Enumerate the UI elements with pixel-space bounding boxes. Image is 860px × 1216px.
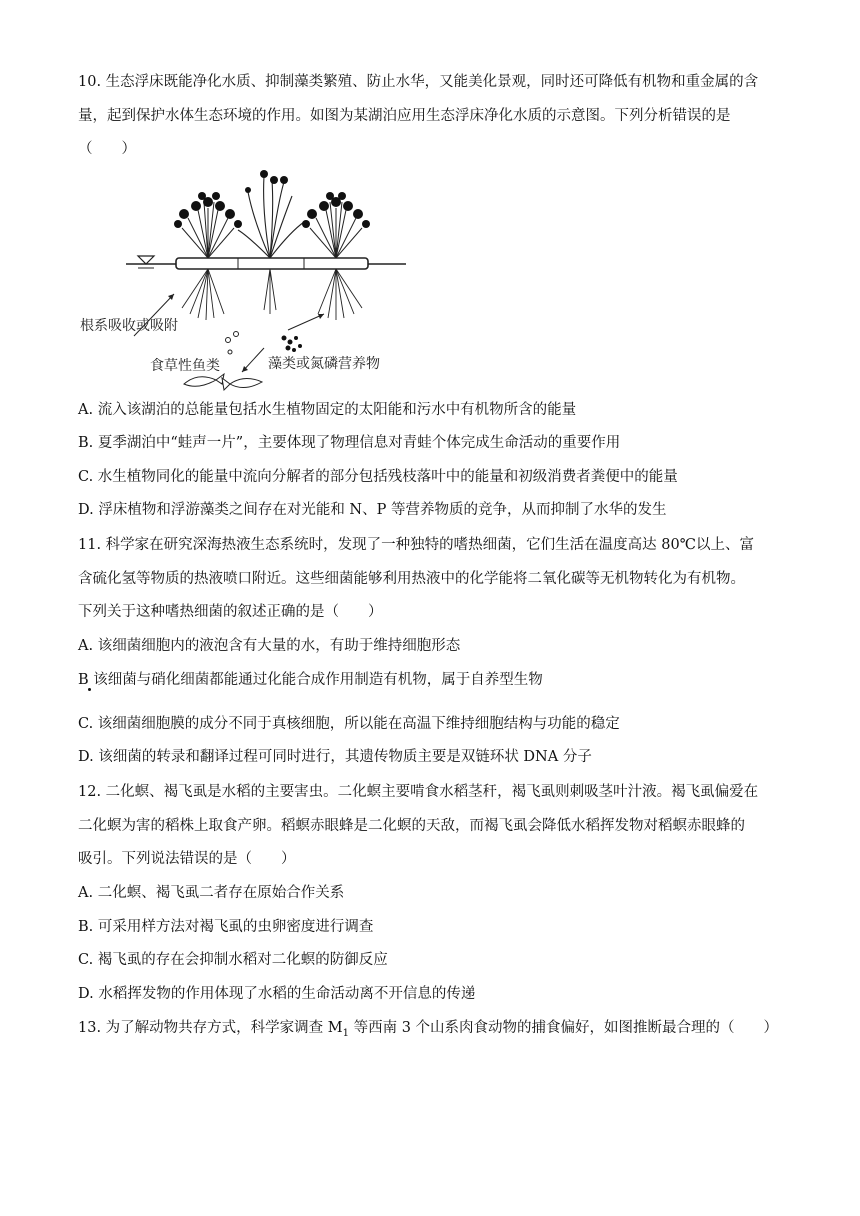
q12-stem-line3: 吸引。下列说法错误的是（ ） — [78, 851, 296, 867]
label-herbivorous-fish: 食草性鱼类 — [150, 358, 220, 374]
q12-stem-line1: 12. 二化螟、褐飞虱是水稻的主要害虫。二化螟主要啃食水稻茎秆，褐飞虱则刺吸茎叶汁液。褐飞虱偏爱在 — [78, 784, 759, 800]
stray-dot — [88, 688, 91, 691]
q10-option-c: C. 水生植物同化的能量中流向分解者的部分包括残枝落叶中的能量和初级消费者粪便中的能量 — [78, 469, 678, 485]
q12-option-c: C. 褐飞虱的存在会抑制水稻对二化螟的防御反应 — [78, 952, 388, 968]
q10-stem-line1: 10. 生态浮床既能净化水质、抑制藻类繁殖、防止水华，又能美化景观，同时还可降低有机物和重金属的含 — [78, 74, 759, 90]
q13-subscript: 1 — [342, 1027, 349, 1039]
q12-option-a: A. 二化螟、褐飞虱二者存在原始合作关系 — [78, 885, 345, 901]
q11-option-a: A. 该细菌细胞内的液泡含有大量的水，有助于维持细胞形态 — [78, 638, 461, 654]
q13-stem-post: 等西南 3 个山系肉食动物的捕食偏好，如图推断最合理的（ ） — [349, 1020, 779, 1036]
q11-stem-line2: 含硫化氢等物质的热液喷口附近。这些细菌能够利用热液中的化学能将二氧化碳等无机物转化为有机物。 — [78, 571, 745, 587]
floating-bed-figure — [78, 162, 418, 392]
q11-option-b: B 该细菌与硝化细菌都能通过化能合成作用制造有机物，属于自养型生物 — [78, 672, 543, 688]
q12-stem-line2: 二化螟为害的稻株上取食产卵。稻螟赤眼蜂是二化螟的天敌，而褐飞虱会降低水稻挥发物对稻螟赤眼蜂的 — [78, 818, 745, 834]
q11-option-d: D. 该细菌的转录和翻译过程可同时进行，其遗传物质主要是双链环状 DNA 分子 — [78, 749, 592, 765]
q10-option-a: A. 流入该湖泊的总能量包括水生植物固定的太阳能和污水中有机物所含的能量 — [78, 402, 577, 418]
q12-option-d: D. 水稻挥发物的作用体现了水稻的生命活动离不开信息的传递 — [78, 986, 476, 1002]
q12-option-b: B. 可采用样方法对褐飞虱的虫卵密度进行调查 — [78, 919, 374, 935]
label-roots: 根系吸收或吸附 — [80, 318, 178, 334]
q10-option-b: B. 夏季湖泊中“蛙声一片”，主要体现了物理信息对青蛙个体完成生命活动的重要作用 — [78, 435, 621, 451]
q11-stem-line3: 下列关于这种嗜热细菌的叙述正确的是（ ） — [78, 604, 383, 620]
q10-stem-line2: 量，起到保护水体生态环境的作用。如图为某湖泊应用生态浮床净化水质的示意图。下列分析错误的是 — [78, 108, 731, 124]
q13-stem-pre: 13. 为了解动物共存方式，科学家调查 M — [78, 1020, 343, 1036]
label-algae-nutrients: 藻类或氮磷营养物 — [268, 356, 380, 372]
q11-stem-line1: 11. 科学家在研究深海热液生态系统时，发现了一种独特的嗜热细菌，它们生活在温度高达 80℃以上、富 — [78, 537, 754, 553]
q10-option-d: D. 浮床植物和浮游藻类之间存在对光能和 N、P 等营养物质的竞争，从而抑制了水华的发生 — [78, 502, 667, 518]
q13-stem — [78, 1018, 778, 1044]
q11-option-c: C. 该细菌细胞膜的成分不同于真核细胞，所以能在高温下维持细胞结构与功能的稳定 — [78, 716, 620, 732]
q10-stem-line3: （ ） — [78, 141, 136, 157]
